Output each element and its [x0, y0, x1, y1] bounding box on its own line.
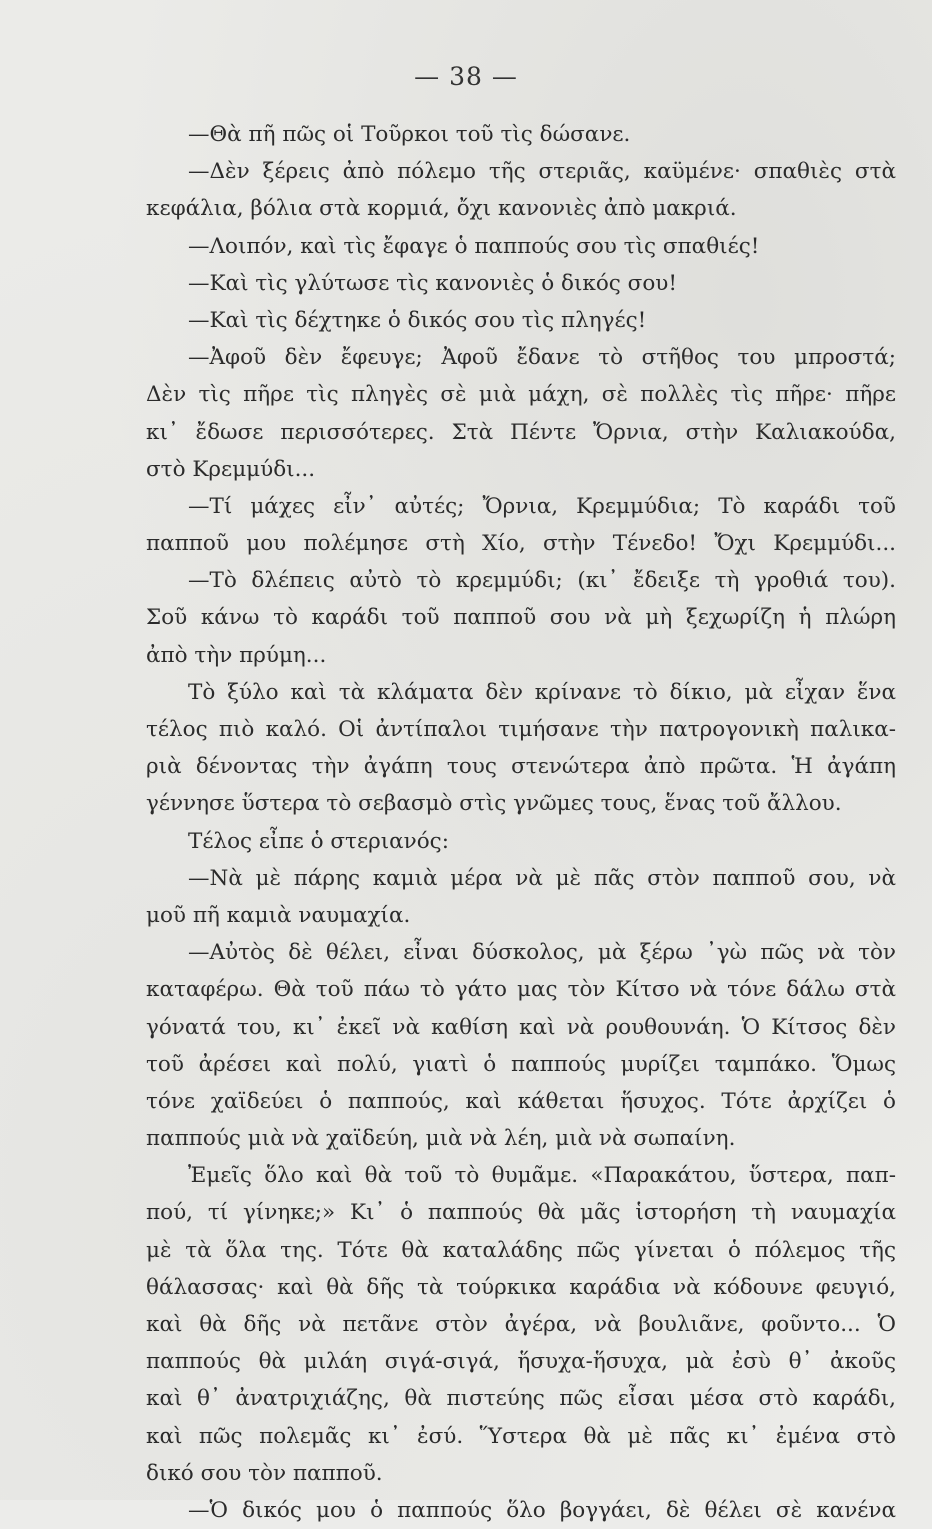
text-line: —Νὰ μὲ πάρης καμιὰ μέρα νὰ μὲ πᾶς στὸν παπποῦ σου, νὰ [188, 865, 896, 891]
text-line: τοῦ ἀρέσει καὶ πολύ, γιατὶ ὁ παππούς μυρίζει ταμπάκο. Ὅμως [146, 1051, 896, 1077]
text-line: —Ὁ δικός μου ὁ παππούς ὅλο βογγάει, δὲ θέλει σὲ κανένα [188, 1497, 896, 1523]
text-line: —Λοιπόν, καὶ τὶς ἔφαγε ὁ παππούς σου τὶς σπαθιές! [188, 233, 760, 259]
text-line: —Θὰ πῆ πῶς οἱ Τοῦρκοι τοῦ τὶς δώσανε. [188, 122, 631, 147]
text-line: γέννησε ὕστερα τὸ σεβασμὸ στὶς γνῶμες τους, ἕνας τοῦ ἄλλου. [146, 791, 842, 817]
text-line: δικό σου τὸν παπποῦ. [146, 1460, 383, 1486]
text-line: καταφέρω. Θὰ τοῦ πάω τὸ γάτο μας τὸν Κίτσο νὰ τόνε δάλω στὰ [146, 977, 896, 1003]
text-line: καὶ θ᾽ ἀνατριχιάζης, θὰ πιστεύης πῶς εἶσαι μέσα στὸ καράδι, [146, 1386, 896, 1412]
text-line: Τὸ ξύλο καὶ τὰ κλάματα δὲν κρίνανε τὸ δίκιο, μὰ εἶχαν ἕνα [188, 679, 896, 705]
text-line: —Καὶ τὶς δέχτηκε ὁ δικός σου τὶς πληγές! [188, 307, 647, 333]
text-line: κεφάλια, βόλια στὰ κορμιά, ὄχι κανονιὲς ἀπὸ μακριά. [146, 196, 737, 222]
text-line: ἀπὸ τὴν πρύμη... [146, 642, 327, 668]
text-line: παπποῦ μου πολέμησε στὴ Χίο, στὴν Τένεδο! Ὄχι Κρεμμύδι... [146, 531, 896, 557]
body-text [146, 116, 896, 1529]
text-line: μὲ τὰ ὅλα της. Τότε θὰ καταλάδης πῶς γίνεται ὁ πόλεμος τῆς [146, 1237, 896, 1263]
page-number: — 38 — [414, 62, 518, 91]
text-line: —Καὶ τὶς γλύτωσε τὶς κανονιὲς ὁ δικός σου! [188, 270, 677, 296]
text-line: καὶ θὰ δῆς νὰ πετᾶνε στὸν ἀγέρα, νὰ βουλιᾶνε, φοῦντο... Ὁ [146, 1312, 896, 1337]
text-line: μοῦ πῆ καμιὰ ναυμαχία. [146, 902, 411, 928]
text-line: στὸ Κρεμμύδι... [146, 456, 316, 482]
text-line: ριὰ δένοντας τὴν ἀγάπη τους στενώτερα ἀπὸ πρῶτα. Ἡ ἀγάπη [146, 754, 896, 780]
text-line: παππούς θὰ μιλάη σιγά-σιγά, ἥσυχα-ἥσυχα, μὰ ἐσὺ θ᾽ ἀκοῦς [146, 1349, 896, 1375]
text-line: γόνατά του, κι᾽ ἐκεῖ νὰ καθίση καὶ νὰ ρουθουνάη. Ὁ Κίτσος δὲν [146, 1014, 896, 1040]
text-line: Δὲν τὶς πῆρε τὶς πληγὲς σὲ μιὰ μάχη, σὲ πολλὲς τὶς πῆρε· πῆρε [146, 382, 896, 408]
text-line: —Τὸ δλέπεις αὐτὸ τὸ κρεμμύδι; (κι᾽ ἔδειξε τὴ γροθιά του). [188, 568, 896, 594]
text-line: Ἐμεῖς ὅλο καὶ θὰ τοῦ τὸ θυμᾶμε. «Παρακάτου, ὕστερα, παπ- [188, 1163, 896, 1189]
text-line: —Τί μάχες εἶν᾽ αὐτές; Ὄρνια, Κρεμμύδια; Τὸ καράδι τοῦ [188, 493, 896, 519]
text-line: Τέλος εἶπε ὁ στεριανός: [188, 828, 449, 854]
text-line: Σοῦ κάνω τὸ καράδι τοῦ παπποῦ σου νὰ μὴ ξεχωρίζη ἡ πλώρη [146, 605, 896, 631]
text-line: τέλος πιὸ καλό. Οἱ ἀντίπαλοι τιμήσανε τὴν πατρογονικὴ παλικα- [146, 717, 896, 742]
text-line: θάλασσας· καὶ θὰ δῆς τὰ τούρκικα καράδια νὰ κόδουνε φευγιό, [146, 1274, 896, 1300]
text-line: —Ἀφοῦ δὲν ἔφευγε; Ἀφοῦ ἔδανε τὸ στῆθος του μπροστά; [188, 345, 896, 371]
text-line: κι᾽ ἔδωσε περισσότερες. Στὰ Πέντε Ὄρνια, στὴν Καλιακούδα, [146, 419, 896, 445]
text-line: —Δὲν ξέρεις ἀπὸ πόλεμο τῆς στεριᾶς, καϋμένε· σπαθιὲς στὰ [188, 159, 896, 185]
text-line: καὶ πῶς πολεμᾶς κι᾽ ἐσύ. Ὕστερα θὰ μὲ πᾶς κι᾽ ἐμένα στὸ [146, 1423, 896, 1449]
text-line: τόνε χαϊδεύει ὁ παππούς, καὶ κάθεται ἥσυχος. Τότε ἀρχίζει ὁ [146, 1088, 896, 1114]
text-line: —Αὐτὸς δὲ θέλει, εἶναι δύσκολος, μὰ ξέρω ᾽γὼ πῶς νὰ τὸν [188, 940, 896, 966]
text-line: πού, τί γίνηκε;» Κι᾽ ὁ παππούς θὰ μᾶς ἱστορήση τὴ ναυμαχία [146, 1200, 896, 1226]
text-line: παππούς μιὰ νὰ χαϊδεύη, μιὰ νὰ λέη, μιὰ νὰ σωπαίνη. [146, 1126, 736, 1152]
